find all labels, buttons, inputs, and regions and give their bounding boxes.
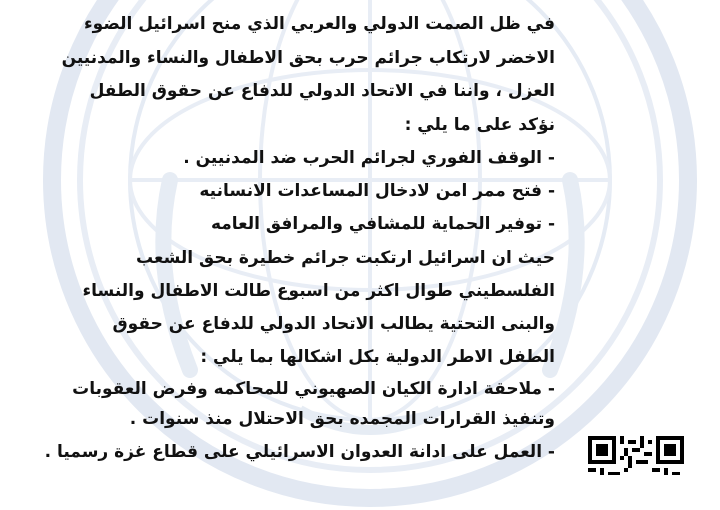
list-item: - توفير الحماية للمشافي والمرافق العامه bbox=[210, 214, 555, 234]
paragraph-line: والبنى التحتية يطالب الاتحاد الدولي للدفاع عن حقوق bbox=[112, 314, 555, 334]
list-item: - ملاحقة ادارة الكيان الصهيوني للمحاكمه وفرض العقوبات bbox=[72, 379, 555, 399]
qr-code-icon bbox=[588, 436, 684, 475]
paragraph-line: حيث ان اسرائيل ارتكبت جرائم خطيرة بحق الشعب bbox=[135, 248, 555, 268]
paragraph-line: في ظل الصمت الدولي والعربي الذي منح اسرائيل الضوء bbox=[83, 14, 555, 34]
list-item: - الوقف الفوري لجرائم الحرب ضد المدنيين . bbox=[183, 148, 555, 168]
paragraph-line: وتنفيذ القرارات المجمده بحق الاحتلال منذ سنوات . bbox=[129, 409, 555, 429]
list-item: - فتح ممر امن لادخال المساعدات الانسانيه bbox=[199, 181, 555, 201]
paragraph-line: الفلسطيني طوال اكثر من اسبوع طالت الاطفال والنساء bbox=[82, 281, 555, 301]
paragraph-line: الاخضر لارتكاب جرائم حرب بحق الاطفال والنساء والمدنيين bbox=[61, 48, 555, 68]
list-item: - العمل على ادانة العدوان الاسرائيلي على قطاع غزة رسميا . bbox=[44, 442, 555, 462]
paragraph-line: نؤكد على ما يلي : bbox=[404, 115, 555, 135]
paragraph-line: الطفل الاطر الدولية بكل اشكالها بما يلي : bbox=[200, 347, 555, 367]
paragraph-line: العزل ، واننا في الاتحاد الدولي للدفاع عن حقوق الطفل bbox=[89, 81, 555, 101]
